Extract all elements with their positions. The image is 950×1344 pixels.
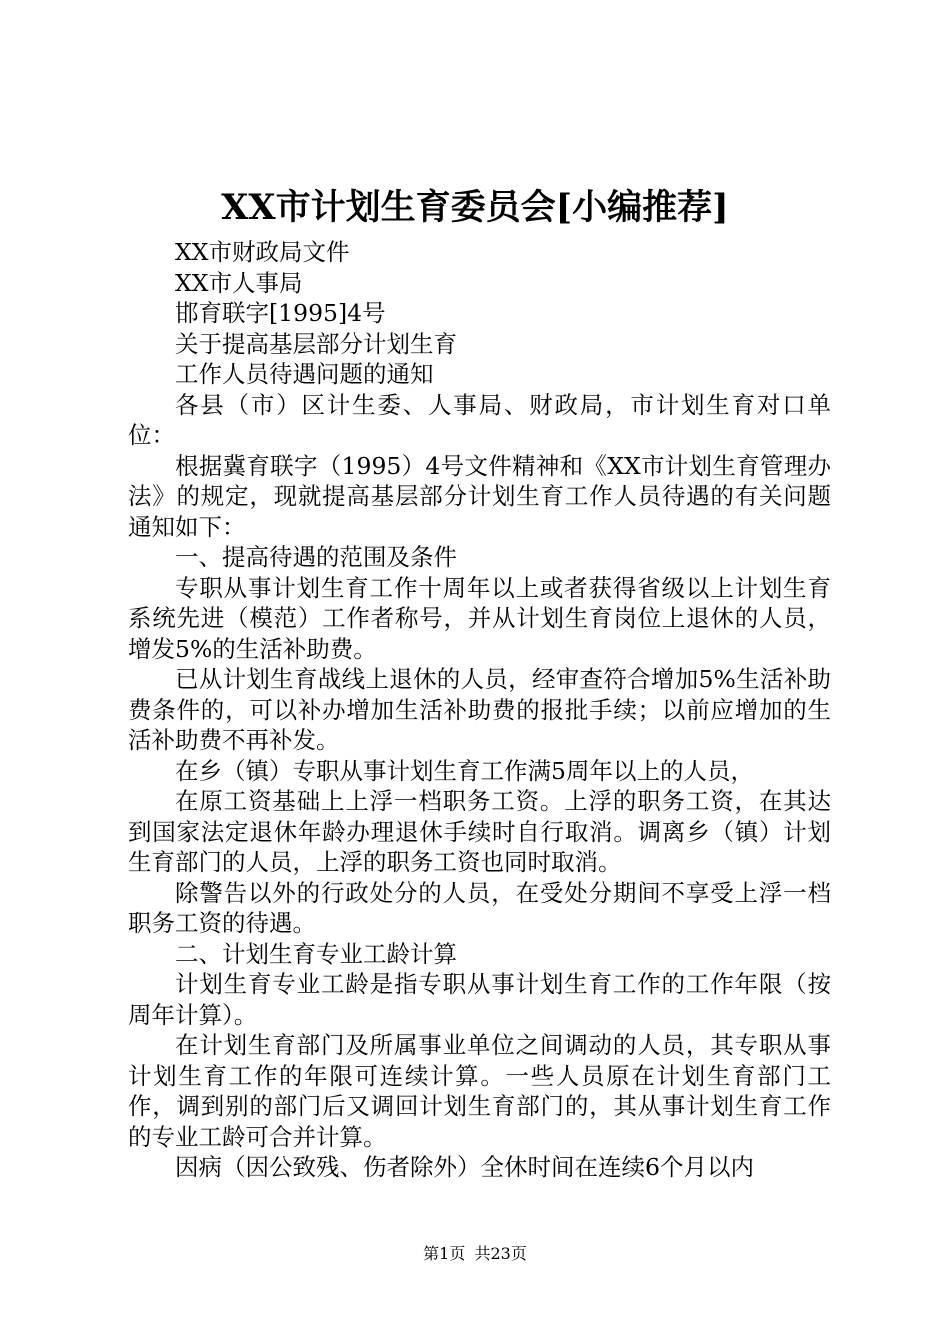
paragraph: 根据冀育联字（1995）4号文件精神和《XX市计划生育管理办法》的规定，现就提高基层部分计划生育工作人员待遇的有关问题通知如下： [128,451,831,541]
paragraph: 关于提高基层部分计划生育 [175,329,457,358]
paragraph: 一、提高待遇的范围及条件 [175,543,457,571]
paragraph: 专职从事计划生育工作十周年以上或者获得省级以上计划生育系统先进（模范）工作者称号，并从计划生育岗位上退休的人员，增发5%的生活补助费。 [128,573,831,663]
document-title: XX市计划生育委员会[小编推荐] [221,187,729,228]
paragraph: XX市财政局文件 [175,238,350,266]
document-body [128,237,831,1183]
paragraph: XX市人事局 [175,268,303,297]
paragraph: 计划生育专业工龄是指专职从事计划生育工作的工作年限（按周年计算）。 [128,970,831,1029]
paragraph: 工作人员待遇问题的通知 [175,360,434,388]
paragraph: 各县（市）区计生委、人事局、财政局，市计划生育对口单位： [128,390,831,449]
paragraph: 二、计划生育专业工龄计算 [175,939,457,968]
paragraph: 除警告以外的行政处分的人员，在受处分期间不享受上浮一档职务工资的待遇。 [128,878,831,937]
paragraph: 在乡（镇）专职从事计划生育工作满5周年以上的人员， [175,756,754,785]
paragraph: 在计划生育部门及所属事业单位之间调动的人员，其专职从事计划生育工作的年限可连续计算。一些人员原在计划生育部门工作，调到别的部门后又调回计划生育部门的，其从事计划生育工作的专业工龄可合并计算。 [128,1031,831,1151]
paragraph: 邯育联字[1995]4号 [175,299,386,327]
page-total: 共23页 [474,1244,527,1263]
paragraph: 在原工资基础上上浮一档职务工资。上浮的职务工资，在其达到国家法定退休年龄办理退休手续时自行取消。调离乡（镇）计划生育部门的人员，上浮的职务工资也同时取消。 [128,787,831,876]
page-footer [0,1244,950,1264]
paragraph: 因病（因公致残、伤者除外）全休时间在连续6个月以内 [175,1153,754,1181]
paragraph: 已从计划生育战线上退休的人员，经审查符合增加5%生活补助费条件的，可以补办增加生活补助费的报批手续；以前应增加的生活补助费不再补发。 [128,665,831,754]
page-number: 第1页 [423,1244,466,1263]
